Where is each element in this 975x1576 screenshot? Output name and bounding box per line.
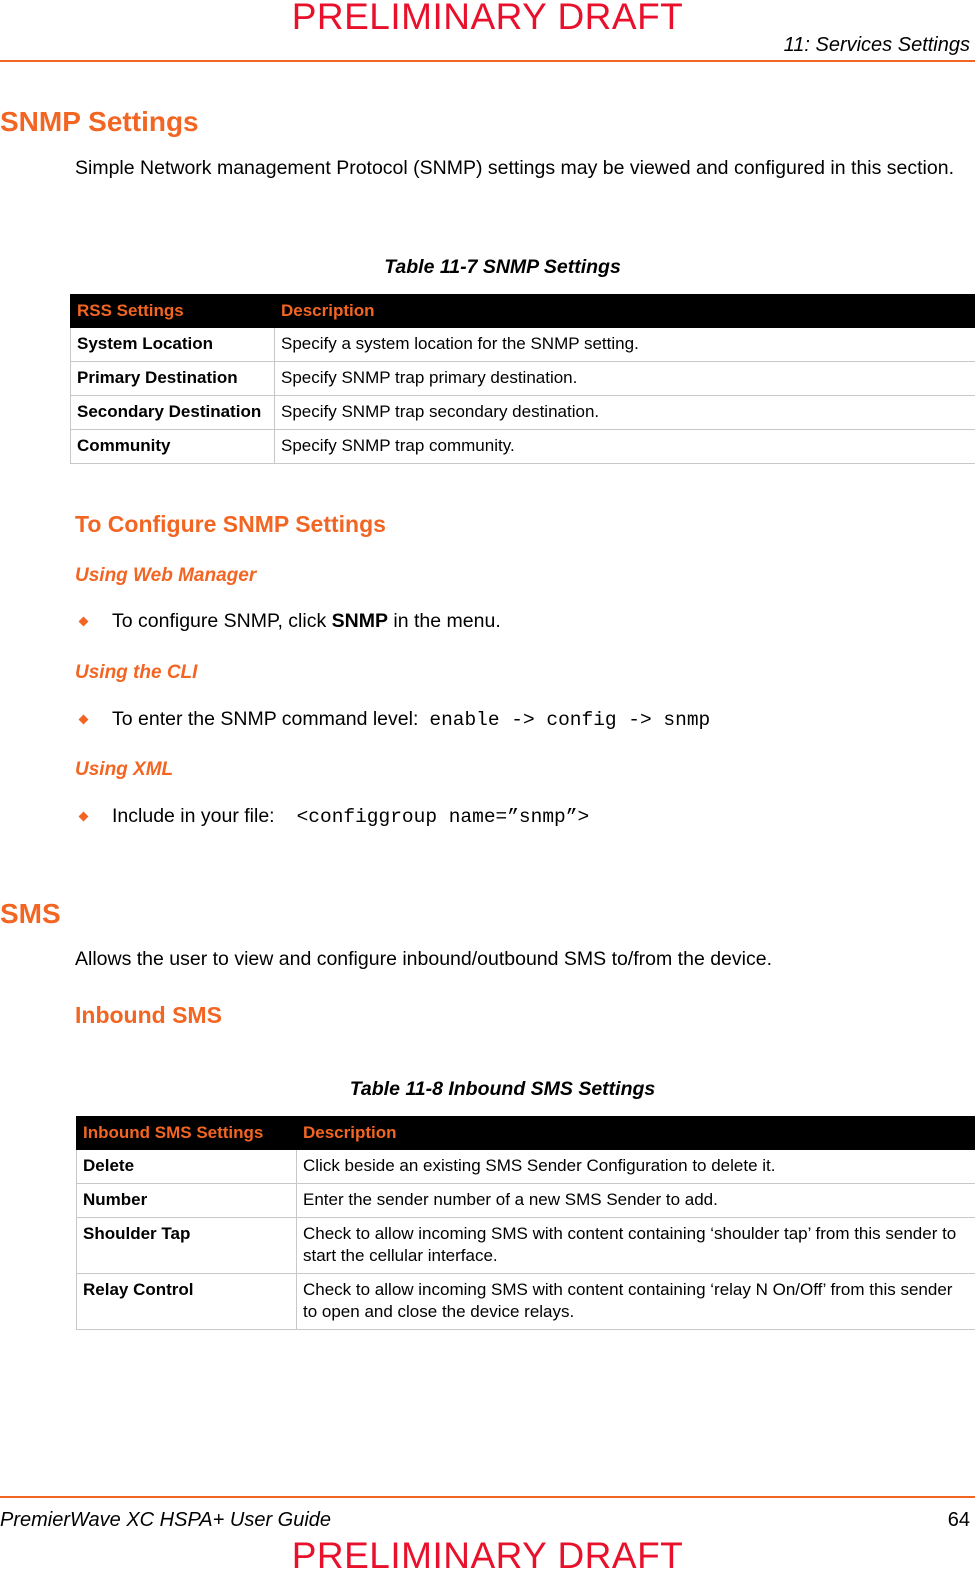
table-header-row <box>71 295 975 328</box>
bullet-text: To configure SNMP, click <box>112 610 332 632</box>
snmp-title: SNMP Settings <box>0 106 199 137</box>
snmp-intro: Simple Network management Protocol (SNMP) settings may be viewed and configured in this section. <box>75 157 954 179</box>
table-row <box>77 1150 975 1184</box>
column-header: RSS Settings <box>71 295 275 328</box>
sms-intro: Allows the user to view and configure inbound/outbound SMS to/from the device. <box>75 948 772 970</box>
web-manager-title: Using Web Manager <box>75 565 257 586</box>
inbound-sms-title: Inbound SMS <box>75 1002 222 1028</box>
xml-config-code: <configgroup name=”snmp”> <box>296 806 590 828</box>
setting-description: Specify SNMP trap secondary destination. <box>275 396 975 430</box>
configure-snmp-title: To Configure SNMP Settings <box>75 511 386 537</box>
header-rule <box>0 60 975 62</box>
setting-description: Check to allow incoming SMS with content containing ‘relay N On/Off’ from this sender to open and close the device relays. <box>297 1274 975 1330</box>
setting-name: Primary Destination <box>71 362 275 396</box>
setting-name: Number <box>77 1184 297 1218</box>
sms-title: SMS <box>0 898 61 929</box>
footer-rule <box>0 1496 975 1498</box>
table-row <box>71 430 975 464</box>
table-row <box>71 396 975 430</box>
watermark-top: PRELIMINARY DRAFT <box>291 0 684 37</box>
setting-description: Specify SNMP trap community. <box>275 430 975 464</box>
watermark-bottom: PRELIMINARY DRAFT <box>291 1535 684 1576</box>
inbound-sms-table <box>76 1116 975 1330</box>
snmp-table <box>70 294 975 464</box>
setting-description: Specify SNMP trap primary destination. <box>275 362 975 396</box>
table-row <box>71 362 975 396</box>
setting-description: Enter the sender number of a new SMS Sender to add. <box>297 1184 975 1218</box>
setting-name: System Location <box>71 328 275 362</box>
bullet-diamond-icon <box>79 617 89 627</box>
cli-title: Using the CLI <box>75 662 198 683</box>
snmp-menu-reference: SNMP <box>331 610 388 632</box>
footer-title: PremierWave XC HSPA+ User Guide <box>0 1509 332 1531</box>
bullet-diamond-icon <box>79 715 89 725</box>
table-row <box>77 1218 975 1274</box>
column-header: Description <box>275 295 975 328</box>
bullet-diamond-icon <box>79 812 89 822</box>
setting-name: Delete <box>77 1150 297 1184</box>
setting-description: Specify a system location for the SNMP setting. <box>275 328 975 362</box>
page-number: 64 <box>947 1509 970 1531</box>
xml-title: Using XML <box>75 759 174 780</box>
setting-name: Secondary Destination <box>71 396 275 430</box>
setting-name: Shoulder Tap <box>77 1218 297 1274</box>
bullet-text: To enter the SNMP command level: <box>112 708 419 730</box>
bullet-text: in the menu. <box>388 610 501 632</box>
setting-name: Community <box>71 430 275 464</box>
snmp-table-caption: Table 11-7 SNMP Settings <box>384 256 621 278</box>
setting-name: Relay Control <box>77 1274 297 1330</box>
setting-description: Check to allow incoming SMS with content containing ‘shoulder tap’ from this sender to start the cellular interface. <box>297 1218 975 1274</box>
table-row <box>71 328 975 362</box>
column-header: Inbound SMS Settings <box>77 1117 297 1150</box>
sms-table-caption: Table 11-8 Inbound SMS Settings <box>349 1078 656 1100</box>
table-row <box>77 1184 975 1218</box>
setting-description: Click beside an existing SMS Sender Configuration to delete it. <box>297 1150 975 1184</box>
bullet-text: Include in your file: <box>112 805 275 827</box>
running-header: 11: Services Settings <box>783 34 970 56</box>
table-header-row <box>77 1117 975 1150</box>
cli-command-code: enable -> config -> snmp <box>429 709 711 731</box>
table-row <box>77 1274 975 1330</box>
column-header: Description <box>297 1117 975 1150</box>
